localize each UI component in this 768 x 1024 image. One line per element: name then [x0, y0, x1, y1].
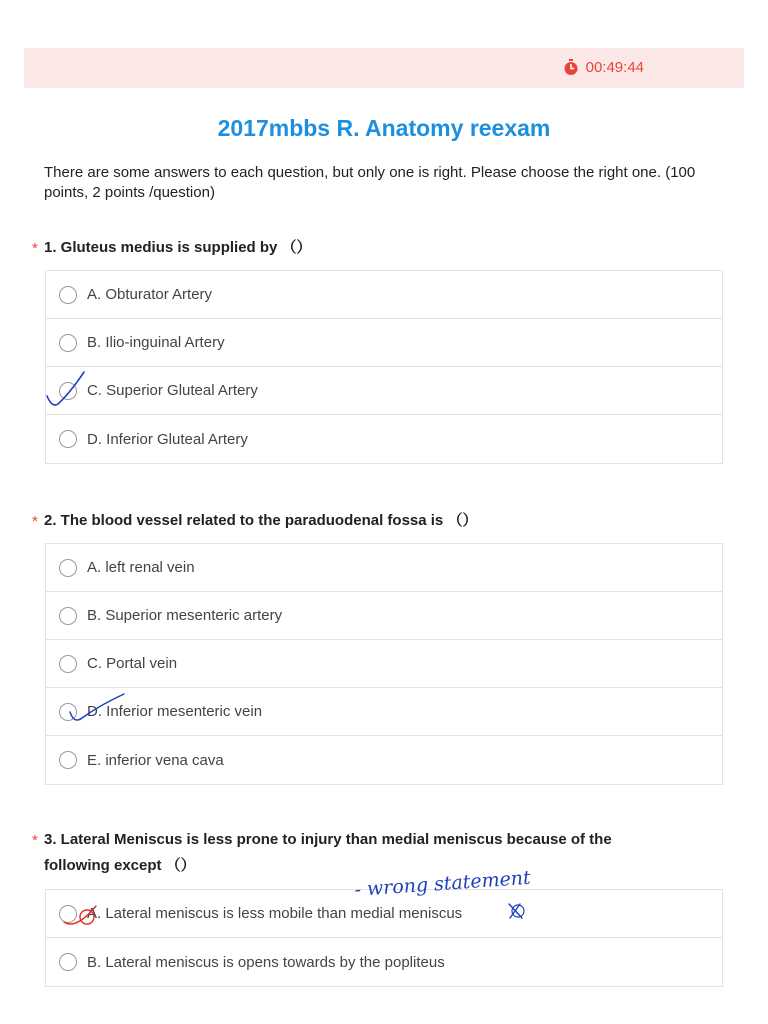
radio-button[interactable] [59, 382, 77, 400]
option-b[interactable]: B. Lateral meniscus is opens towards by the popliteus [46, 938, 722, 986]
timer-bar [24, 48, 744, 88]
required-marker: * [32, 513, 38, 530]
option-e[interactable]: E. inferior vena cava [46, 736, 722, 784]
option-d[interactable]: D. Inferior mesenteric vein [46, 688, 722, 736]
question-title: * 1. Gluteus medius is supplied by （） [32, 235, 732, 261]
question-1 [32, 235, 732, 448]
option-b[interactable]: B. Superior mesenteric artery [46, 592, 722, 640]
radio-button[interactable] [59, 655, 77, 673]
option-a[interactable]: A. left renal vein [46, 544, 722, 592]
required-marker: * [32, 240, 38, 257]
required-marker: * [32, 832, 38, 849]
radio-button[interactable] [59, 559, 77, 577]
options-list [45, 543, 723, 785]
option-c[interactable]: C. Superior Gluteal Artery [46, 367, 722, 415]
option-a[interactable]: A. Obturator Artery [46, 271, 722, 319]
radio-button[interactable] [59, 334, 77, 352]
question-2 [32, 508, 732, 769]
radio-button[interactable] [59, 953, 77, 971]
radio-button[interactable] [59, 751, 77, 769]
timer-value: 00:49:44 [585, 58, 644, 76]
option-a[interactable]: A. Lateral meniscus is less mobile than medial meniscus [46, 890, 722, 938]
option-d[interactable]: D. Inferior Gluteal Artery [46, 415, 722, 463]
countdown-timer [562, 58, 644, 76]
options-list [45, 270, 723, 464]
radio-button[interactable] [59, 286, 77, 304]
options-list [45, 889, 723, 987]
handwritten-note: - wrong statement [353, 866, 532, 901]
option-b[interactable]: B. Ilio-inguinal Artery [46, 319, 722, 367]
radio-button[interactable] [59, 703, 77, 721]
radio-button[interactable] [59, 607, 77, 625]
question-title: * 2. The blood vessel related to the paraduodenal fossa is （） [32, 508, 732, 534]
option-c[interactable]: C. Portal vein [46, 640, 722, 688]
radio-button[interactable] [59, 430, 77, 448]
radio-button[interactable] [59, 905, 77, 923]
exam-instructions: There are some answers to each question, but only one is right. Please choose the right one. (100 points, 2 points /question) [44, 164, 696, 201]
question-title: * 3. Lateral Meniscus is less prone to injury than medial meniscus because of the following except （） [32, 827, 732, 879]
stopwatch-icon [562, 58, 580, 76]
page-title: 2017mbbs R. Anatomy reexam [217, 115, 551, 141]
